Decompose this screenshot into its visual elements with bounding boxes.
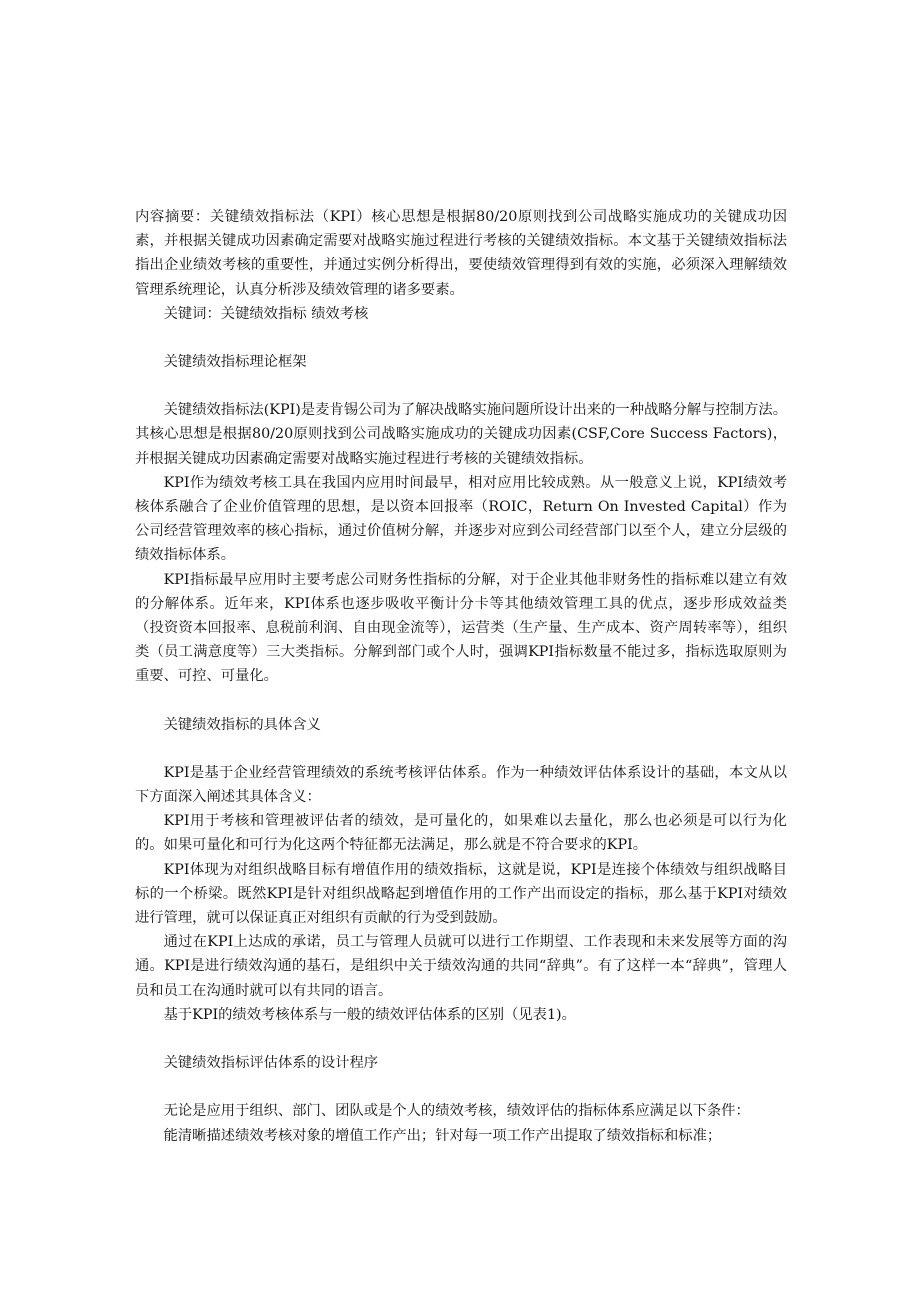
section-heading-design: 关键绩效指标评估体系的设计程序 [163, 1055, 379, 1072]
keywords-line: 关键词：关键绩效指标 绩效考核 [163, 305, 369, 322]
body-paragraph: KPI作为绩效考核工具在我国内应用时间最早，相对应用比较成熟。从一般意义上说，KPI绩效考核体系融合了企业价值管理的思想，是以资本回报率（ROIC，Return On Invested Capital）作为公司经营管理效率的核心指标，通过价值树分解，并逐步对应到公司经营部门以至个人，建立分层级的绩效指标体系。 [135, 474, 787, 564]
body-paragraph: 无论是应用于组织、部门、团队或是个人的绩效考核，绩效评估的指标体系应满足以下条件： [163, 1103, 750, 1120]
body-paragraph: 关键绩效指标法(KPI)是麦肯锡公司为了解决战略实施问题所设计出来的一种战略分解与控制方法。其核心思想是根据80/20原则找到公司战略实施成功的关键成功因素(CSF,Core Success Factors)，并根据关键成功因素确定需要对战略实施过程进行考核的关键绩效指标。 [135, 402, 787, 467]
spacer [135, 737, 787, 761]
body-paragraph: 通过在KPI上达成的承诺，员工与管理人员就可以进行工作期望、工作表现和未来发展等方面的沟通。KPI是进行绩效沟通的基石，是组织中关于绩效沟通的共同“辞典”。有了这样一本“辞典”，管理人员和员工在沟通时就可以有共同的语言。 [135, 934, 787, 999]
body-paragraph: KPI是基于企业经营管理绩效的系统考核评估体系。作为一种绩效评估体系设计的基础，本文从以下方面深入阐述其具体含义： [135, 764, 787, 806]
spacer [135, 689, 787, 713]
body-paragraph: KPI指标最早应用时主要考虑公司财务性指标的分解，对于企业其他非财务性的指标难以建立有效的分解体系。近年来，KPI体系也逐步吸收平衡计分卡等其他绩效管理工具的优点，逐步形成效益类（投资资本回报率、息税前利润、自由现金流等），运营类（生产量、生产成本、资产周转率等），组织类（员工满意度等）三大类指标。分解到部门或个人时，强调KPI指标数量不能过多，指标选取原则为重要、可控、可量化。 [135, 571, 787, 685]
body-paragraph: 能清晰描述绩效考核对象的增值工作产出；针对每一项工作产出提取了绩效指标和标准； [163, 1127, 722, 1144]
body-paragraph: 基于KPI的绩效考核体系与一般的绩效评估体系的区别（见表1)。 [163, 1006, 576, 1023]
body-paragraph: KPI体现为对组织战略目标有增值作用的绩效指标，这就是说，KPI是连接个体绩效与组织战略目标的一个桥梁。既然KPI是针对组织战略起到增值作用的工作产出而设定的指标，那么基于KPI对绩效进行管理，就可以保证真正对组织有贡献的行为受到鼓励。 [135, 861, 787, 927]
document-body [135, 205, 787, 1148]
section-heading-meaning: 关键绩效指标的具体含义 [163, 716, 321, 733]
section-heading-framework: 关键绩效指标理论框架 [163, 354, 307, 371]
body-paragraph: KPI用于考核和管理被评估者的绩效，是可量化的，如果难以去量化，那么也必须是可以行为化的。如果可量化和可行为化这两个特征都无法满足，那么就是不符合要求的KPI。 [135, 813, 787, 854]
abstract-paragraph: 内容摘要：关键绩效指标法（KPI）核心思想是根据80/20原则找到公司战略实施成功的关键成功因素，并根据关键成功因素确定需要对战略实施过程进行考核的关键绩效指标。本文基于关键绩效指标法指出企业绩效考核的重要性，并通过实例分析得出，要使绩效管理得到有效的实施，必须深入理解绩效管理系统理论，认真分析涉及绩效管理的诸多要素。 [135, 209, 787, 298]
spacer [135, 1075, 787, 1099]
spacer [135, 374, 787, 398]
spacer [135, 1027, 787, 1051]
spacer [135, 326, 787, 350]
